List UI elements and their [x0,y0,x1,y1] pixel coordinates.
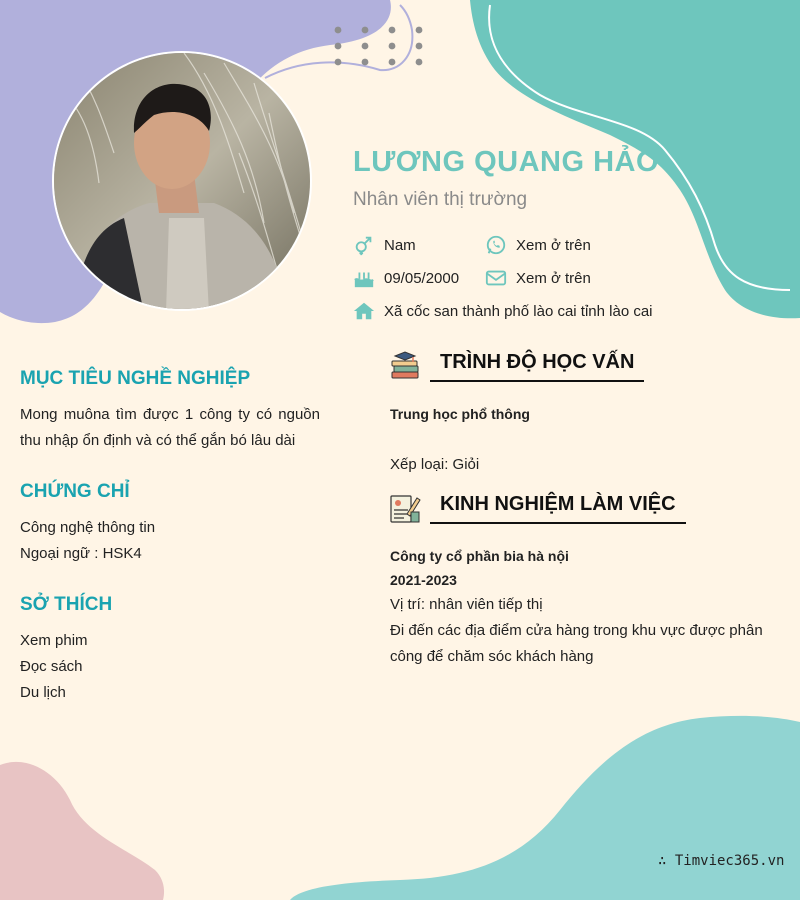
education-heading: TRÌNH ĐỘ HỌC VẤN [430,351,644,382]
experience-heading: KINH NGHIỆM LÀM VIỆC [430,493,686,524]
candidate-name: LƯƠNG QUANG HẢO [353,146,660,178]
objective-heading: MỤC TIÊU NGHỀ NGHIỆP [20,368,251,389]
experience-section-header [389,492,686,524]
phone-value: Xem ở trên [516,236,591,254]
phone-row [485,234,591,256]
whatsapp-icon [485,234,507,256]
experience-period: 2021-2023 [390,572,457,588]
experience-description: Đi đến các địa điểm cửa hàng trong khu vực được phân công để chăm sóc khách hàng [390,622,763,665]
address-value: Xã cốc san thành phố lào cai tỉnh lào cai [384,302,653,320]
brand-watermark [658,853,784,869]
brand-text: Timviec365.vn [674,853,785,869]
experience-company: Công ty cổ phần bia hà nội [390,548,569,564]
gender-icon [353,234,375,256]
gender-value: Nam [384,236,416,254]
email-value: Xem ở trên [516,269,591,287]
mail-icon [485,267,507,289]
profile-photo [52,51,312,311]
hobby-item: Du lịch [20,684,66,701]
job-title: Nhân viên thị trường [353,189,528,210]
birthday-value: 09/05/2000 [384,269,460,287]
birthday-row [353,267,459,289]
objective-text: Mong muôna tìm được 1 công ty có nguồn thu nhập ổn định và có thể gắn bó lâu dài [20,406,320,449]
education-school: Trung học phổ thông [390,406,530,422]
experience-position: Vị trí: nhân viên tiếp thị [390,596,543,613]
graduation-books-icon [389,350,421,382]
certificates-heading: CHỨNG CHỈ [20,481,130,502]
gender-row [353,234,416,256]
light-teal-blob [290,716,800,900]
email-row [485,267,591,289]
brand-logo-icon: ∴ [658,853,675,869]
hobby-item: Đọc sách [20,658,83,675]
education-section-header [389,350,644,382]
home-icon [353,300,375,322]
certificate-item: Công nghệ thông tin [20,519,156,536]
education-grade: Xếp loại: Giỏi [390,456,480,473]
pink-blob [0,762,164,900]
resume-icon [389,492,421,524]
hobbies-heading: SỞ THÍCH [20,594,113,615]
address-row [353,300,653,322]
hobby-item: Xem phim [20,632,88,649]
certificate-item: Ngoại ngữ : HSK4 [20,545,142,562]
cake-icon [353,267,375,289]
